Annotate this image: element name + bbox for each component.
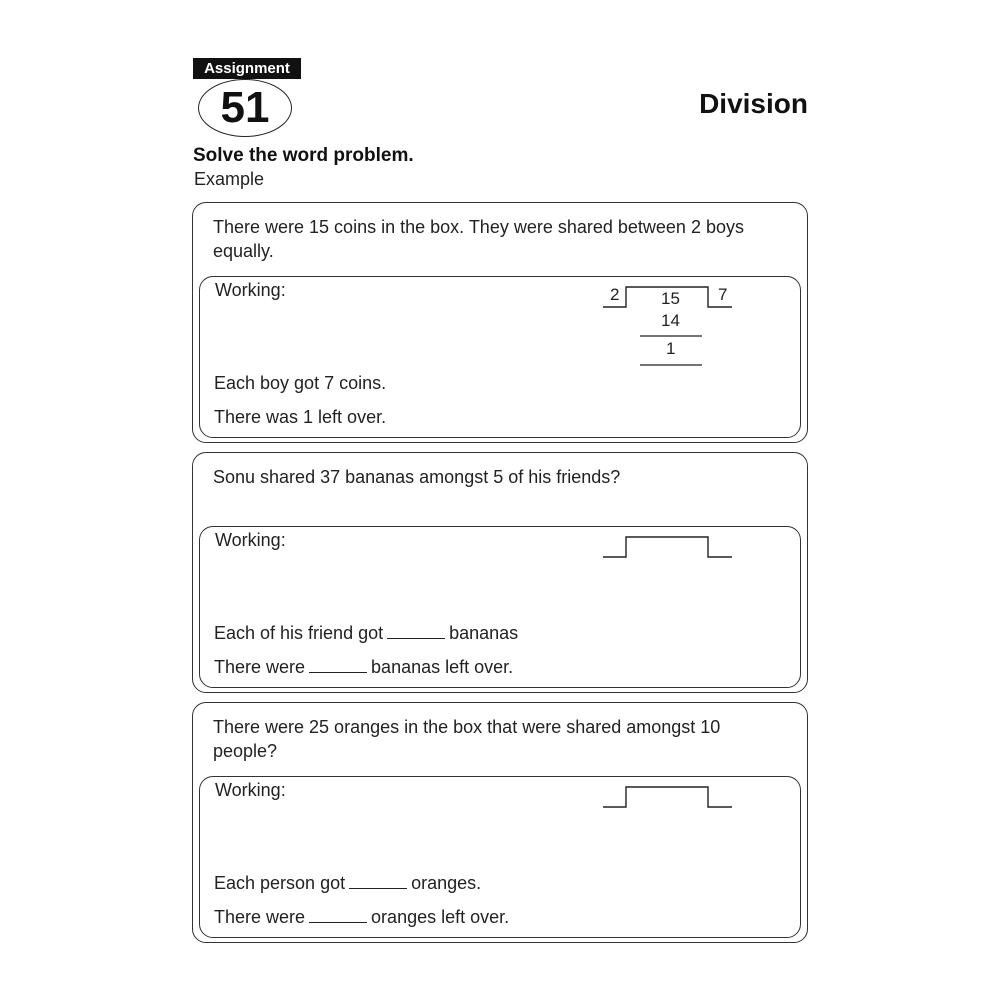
problem-question: There were 25 oranges in the box that were shared amongst 10 people? [213, 717, 721, 761]
division-remainder: 1 [666, 339, 676, 358]
division-product: 14 [661, 311, 680, 330]
division-divisor: 2 [610, 285, 620, 304]
example-card [192, 202, 808, 443]
answer-line-1 [214, 873, 481, 894]
working-box [199, 526, 801, 688]
answer-blank[interactable] [309, 658, 367, 673]
long-division-blank [604, 533, 744, 573]
answer-1-suffix: oranges. [411, 873, 482, 893]
answer-blank[interactable] [309, 908, 367, 923]
working-label: Working: [215, 280, 286, 300]
answer-1-prefix: Each person got [214, 873, 346, 893]
division-quotient: 7 [718, 285, 728, 304]
problem-question: Sonu shared 37 bananas amongst 5 of his friends? [213, 467, 621, 487]
division-dividend: 15 [661, 289, 680, 308]
example-question: There were 15 coins in the box. They were shared between 2 boys equally. [213, 217, 744, 261]
assignment-label: Assignment [193, 58, 301, 79]
page-title: Division [699, 88, 808, 119]
answer-blank[interactable] [349, 874, 407, 889]
example-working-box [199, 276, 801, 438]
instruction: Solve the word problem. [193, 145, 414, 166]
answer-line-2 [214, 907, 509, 928]
long-division-blank [604, 783, 744, 823]
answer-2-suffix: oranges left over. [371, 907, 510, 927]
division-bracket [603, 787, 732, 807]
working-label: Working: [215, 530, 286, 550]
answer-blank[interactable] [387, 624, 445, 639]
working-box [199, 776, 801, 938]
long-division-example [604, 283, 744, 373]
example-answer-1: Each boy got 7 coins. [214, 373, 387, 393]
working-label: Working: [215, 780, 286, 800]
answer-line-2 [214, 657, 513, 678]
answer-line-1 [214, 623, 518, 644]
problem-card [192, 452, 808, 693]
answer-2-prefix: There were [214, 657, 306, 677]
answer-2-prefix: There were [214, 907, 306, 927]
assignment-number: 51 [198, 79, 292, 137]
problem-card [192, 702, 808, 943]
answer-1-prefix: Each of his friend got [214, 623, 384, 643]
answer-1-suffix: bananas [449, 623, 519, 643]
example-answer-2: There was 1 left over. [214, 407, 387, 427]
example-label: Example [194, 169, 265, 189]
division-bracket [603, 537, 732, 557]
answer-2-suffix: bananas left over. [371, 657, 514, 677]
